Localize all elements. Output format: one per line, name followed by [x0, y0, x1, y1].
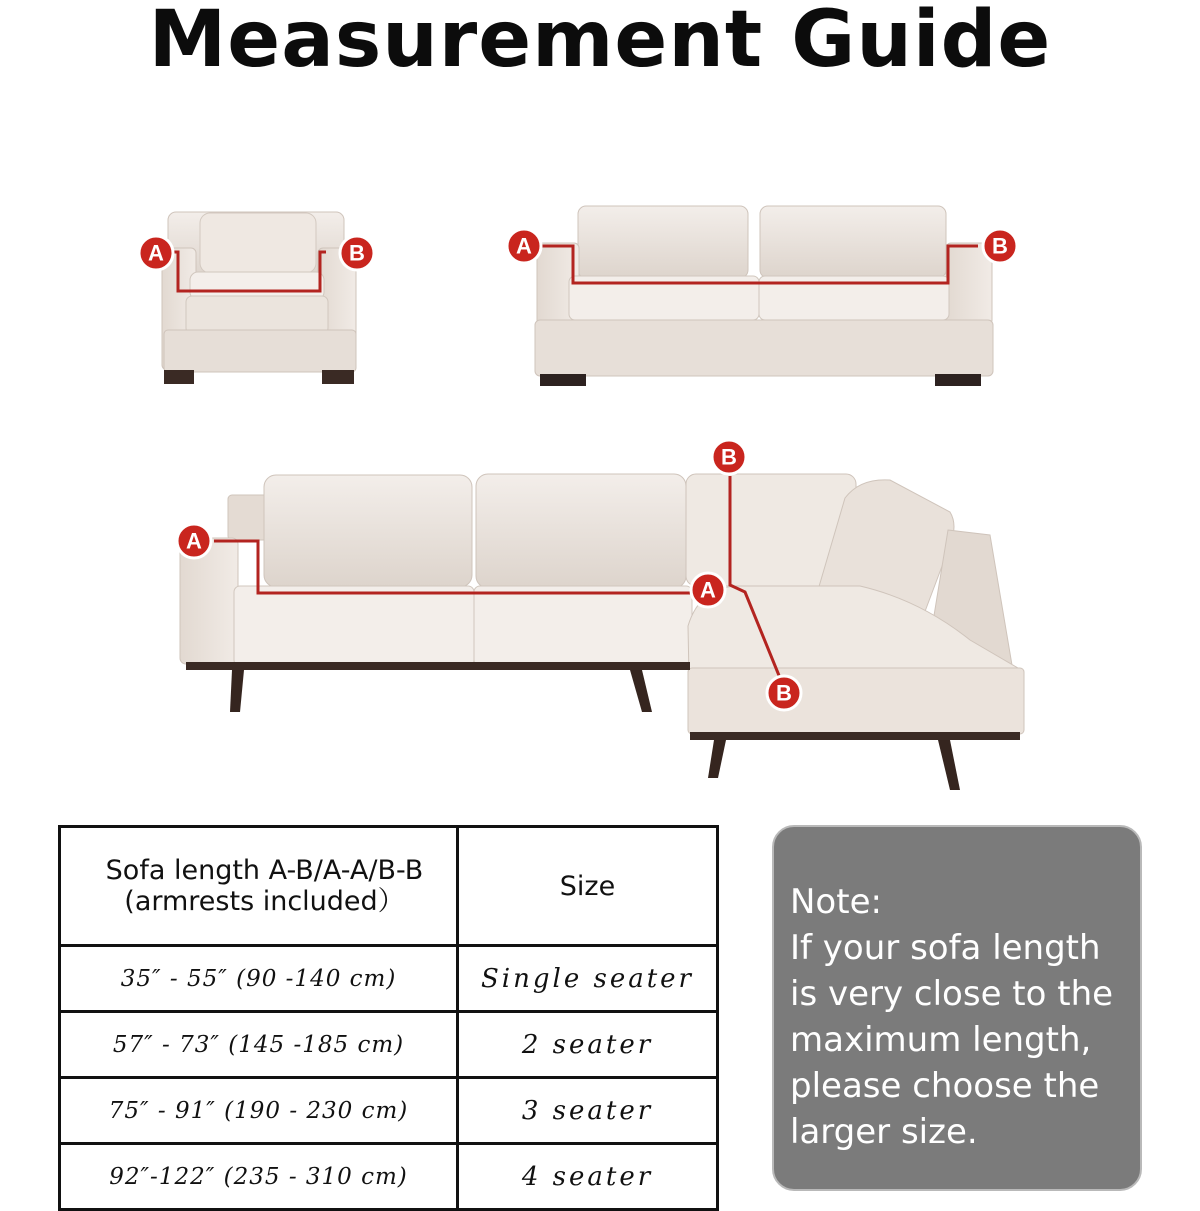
svg-text:B: B — [349, 240, 365, 266]
svg-text:B: B — [721, 444, 737, 470]
row-length: 35″ - 55″ (90 -140 cm) — [60, 946, 458, 1012]
table-row — [60, 1078, 718, 1144]
note-heading: Note: — [790, 882, 882, 922]
marker-sectional-a-left — [177, 524, 211, 558]
svg-text:B: B — [776, 680, 792, 706]
page-title: Measurement Guide — [148, 0, 1052, 85]
table-row — [60, 946, 718, 1012]
row-length: 92″-122″ (235 - 310 cm) — [60, 1144, 458, 1210]
marker-sectional-b-bottom — [767, 676, 801, 710]
marker-sectional-a-corner — [691, 573, 725, 607]
header-length-line2: (armrests included） — [124, 886, 405, 917]
row-size: 4 seater — [458, 1144, 718, 1210]
armchair-illustration — [139, 212, 374, 384]
row-size: Single seater — [458, 946, 718, 1012]
marker-sofa-a — [507, 229, 541, 263]
header-length — [60, 827, 458, 946]
sofa-illustration — [507, 206, 1017, 386]
row-length: 57″ - 73″ (145 -185 cm) — [60, 1012, 458, 1078]
marker-armchair-a — [139, 236, 173, 270]
sectional-illustration — [177, 440, 1024, 790]
svg-text:B: B — [992, 233, 1008, 259]
marker-sectional-b-top — [712, 440, 746, 474]
note-box — [772, 825, 1142, 1191]
note-body: If your sofa length is very close to the maximum length, please choose the larger size. — [790, 928, 1114, 1152]
table-row — [60, 1012, 718, 1078]
row-size: 3 seater — [458, 1078, 718, 1144]
marker-armchair-b — [340, 236, 374, 270]
svg-text:A: A — [516, 233, 532, 259]
row-length: 75″ - 91″ (190 - 230 cm) — [60, 1078, 458, 1144]
marker-sofa-b — [983, 229, 1017, 263]
table-header-row — [60, 827, 718, 946]
header-length-line1: Sofa length A-B/A-A/B-B — [105, 855, 424, 886]
header-size: Size — [458, 827, 718, 946]
svg-text:A: A — [186, 528, 202, 554]
svg-text:A: A — [148, 240, 164, 266]
svg-text:A: A — [700, 577, 716, 603]
row-size: 2 seater — [458, 1012, 718, 1078]
size-table — [58, 825, 719, 1211]
